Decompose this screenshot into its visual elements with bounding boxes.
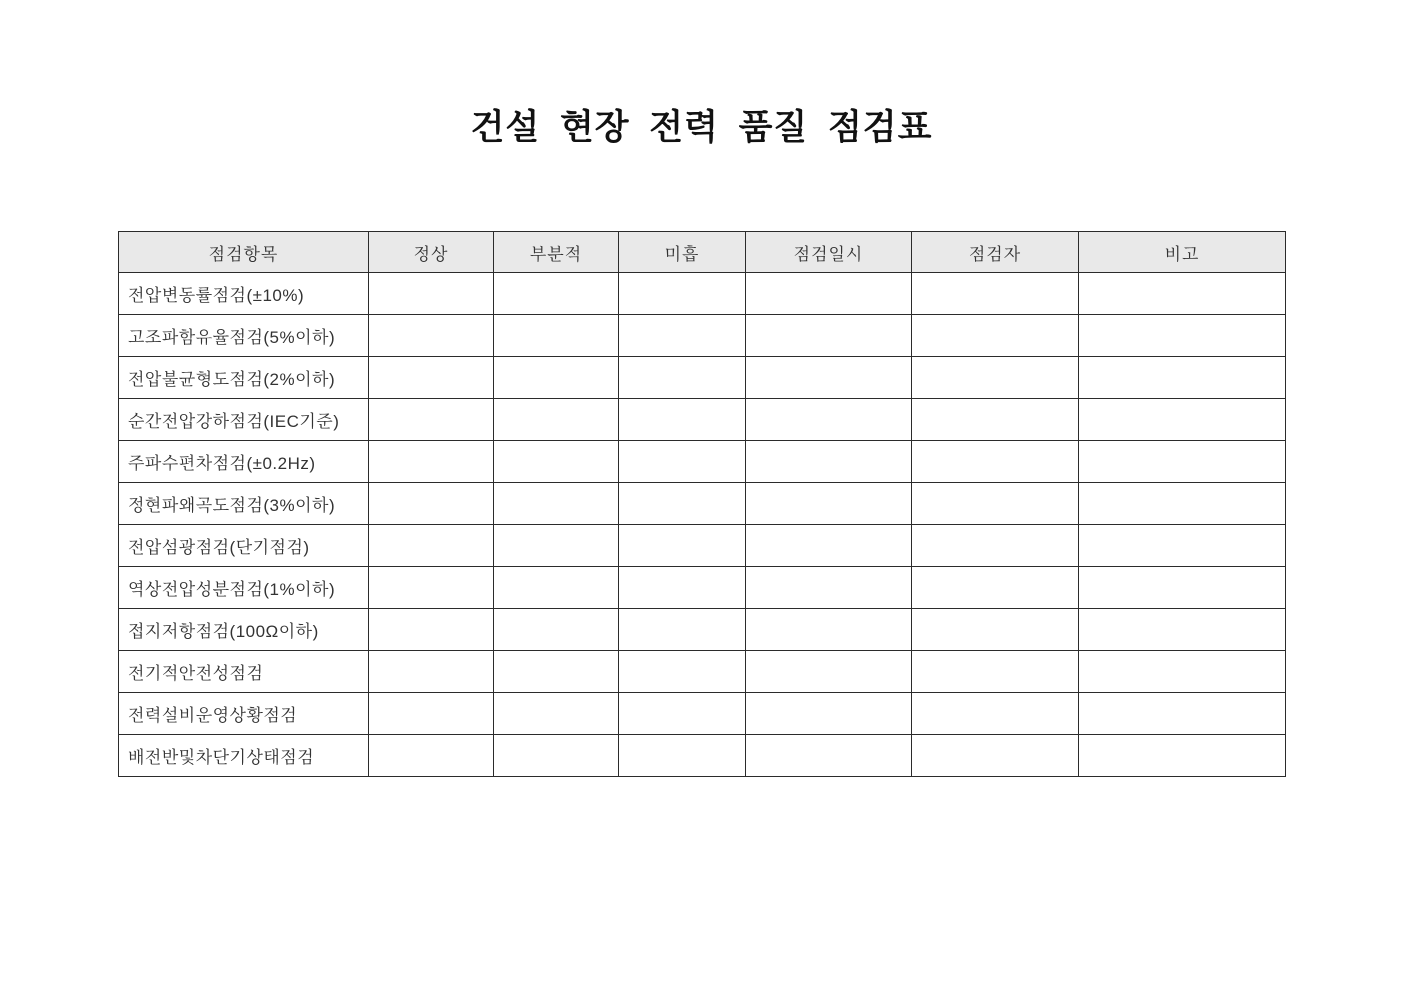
cell-note	[1079, 693, 1286, 735]
cell-datetime	[746, 483, 912, 525]
inspection-item-label: 전압변동률점검(±10%)	[119, 273, 369, 315]
cell-inspector	[912, 651, 1079, 693]
col-header-item: 점검항목	[119, 232, 369, 273]
cell-partial	[494, 399, 619, 441]
table-row	[119, 609, 1286, 651]
cell-partial	[494, 609, 619, 651]
cell-datetime	[746, 525, 912, 567]
cell-poor	[619, 315, 746, 357]
cell-poor	[619, 399, 746, 441]
cell-normal	[369, 483, 494, 525]
col-header-inspector: 점검자	[912, 232, 1079, 273]
cell-datetime	[746, 399, 912, 441]
cell-normal	[369, 357, 494, 399]
col-header-datetime: 점검일시	[746, 232, 912, 273]
cell-datetime	[746, 273, 912, 315]
cell-partial	[494, 735, 619, 777]
cell-datetime	[746, 609, 912, 651]
cell-note	[1079, 357, 1286, 399]
cell-datetime	[746, 651, 912, 693]
cell-note	[1079, 567, 1286, 609]
table-row	[119, 315, 1286, 357]
inspection-item-label: 전기적안전성점검	[119, 651, 369, 693]
table-row	[119, 273, 1286, 315]
cell-normal	[369, 399, 494, 441]
cell-datetime	[746, 735, 912, 777]
inspection-item-label: 역상전압성분점검(1%이하)	[119, 567, 369, 609]
cell-inspector	[912, 525, 1079, 567]
col-header-poor: 미흡	[619, 232, 746, 273]
cell-normal	[369, 609, 494, 651]
cell-poor	[619, 567, 746, 609]
table-row	[119, 357, 1286, 399]
cell-poor	[619, 609, 746, 651]
cell-inspector	[912, 441, 1079, 483]
table-row	[119, 651, 1286, 693]
inspection-item-label: 고조파함유율점검(5%이하)	[119, 315, 369, 357]
inspection-item-label: 전압섬광점검(단기점검)	[119, 525, 369, 567]
inspection-item-label: 순간전압강하점검(IEC기준)	[119, 399, 369, 441]
table-row	[119, 567, 1286, 609]
cell-partial	[494, 525, 619, 567]
cell-note	[1079, 651, 1286, 693]
cell-partial	[494, 441, 619, 483]
cell-partial	[494, 273, 619, 315]
cell-datetime	[746, 315, 912, 357]
col-header-note: 비고	[1079, 232, 1286, 273]
cell-normal	[369, 567, 494, 609]
cell-note	[1079, 399, 1286, 441]
inspection-item-label: 정현파왜곡도점검(3%이하)	[119, 483, 369, 525]
cell-inspector	[912, 315, 1079, 357]
cell-normal	[369, 525, 494, 567]
cell-inspector	[912, 273, 1079, 315]
cell-note	[1079, 483, 1286, 525]
cell-note	[1079, 315, 1286, 357]
cell-poor	[619, 357, 746, 399]
cell-partial	[494, 315, 619, 357]
cell-datetime	[746, 441, 912, 483]
inspection-item-label: 배전반및차단기상태점검	[119, 735, 369, 777]
cell-inspector	[912, 609, 1079, 651]
inspection-item-label: 전력설비운영상황점검	[119, 693, 369, 735]
cell-inspector	[912, 357, 1079, 399]
col-header-partial: 부분적	[494, 232, 619, 273]
cell-note	[1079, 735, 1286, 777]
cell-note	[1079, 441, 1286, 483]
cell-inspector	[912, 399, 1079, 441]
cell-normal	[369, 315, 494, 357]
cell-partial	[494, 567, 619, 609]
col-header-normal: 정상	[369, 232, 494, 273]
cell-poor	[619, 525, 746, 567]
cell-inspector	[912, 693, 1079, 735]
cell-inspector	[912, 483, 1079, 525]
table-row	[119, 483, 1286, 525]
cell-poor	[619, 483, 746, 525]
table-row	[119, 399, 1286, 441]
cell-poor	[619, 693, 746, 735]
table-row	[119, 693, 1286, 735]
cell-inspector	[912, 567, 1079, 609]
cell-poor	[619, 273, 746, 315]
cell-poor	[619, 735, 746, 777]
cell-note	[1079, 609, 1286, 651]
cell-normal	[369, 693, 494, 735]
cell-note	[1079, 525, 1286, 567]
header-row	[119, 232, 1286, 273]
cell-note	[1079, 273, 1286, 315]
cell-inspector	[912, 735, 1079, 777]
table-row	[119, 735, 1286, 777]
cell-normal	[369, 735, 494, 777]
cell-datetime	[746, 357, 912, 399]
cell-normal	[369, 273, 494, 315]
table-row	[119, 441, 1286, 483]
table-row	[119, 525, 1286, 567]
inspection-item-label: 접지저항점검(100Ω이하)	[119, 609, 369, 651]
inspection-item-label: 주파수편차점검(±0.2Hz)	[119, 441, 369, 483]
cell-partial	[494, 483, 619, 525]
cell-poor	[619, 441, 746, 483]
cell-partial	[494, 651, 619, 693]
cell-datetime	[746, 567, 912, 609]
inspection-item-label: 전압불균형도점검(2%이하)	[119, 357, 369, 399]
cell-partial	[494, 357, 619, 399]
cell-normal	[369, 651, 494, 693]
cell-datetime	[746, 693, 912, 735]
cell-normal	[369, 441, 494, 483]
cell-partial	[494, 693, 619, 735]
checklist-table	[118, 231, 1286, 777]
cell-poor	[619, 651, 746, 693]
document-title: 건설 현장 전력 품질 점검표	[470, 108, 933, 147]
